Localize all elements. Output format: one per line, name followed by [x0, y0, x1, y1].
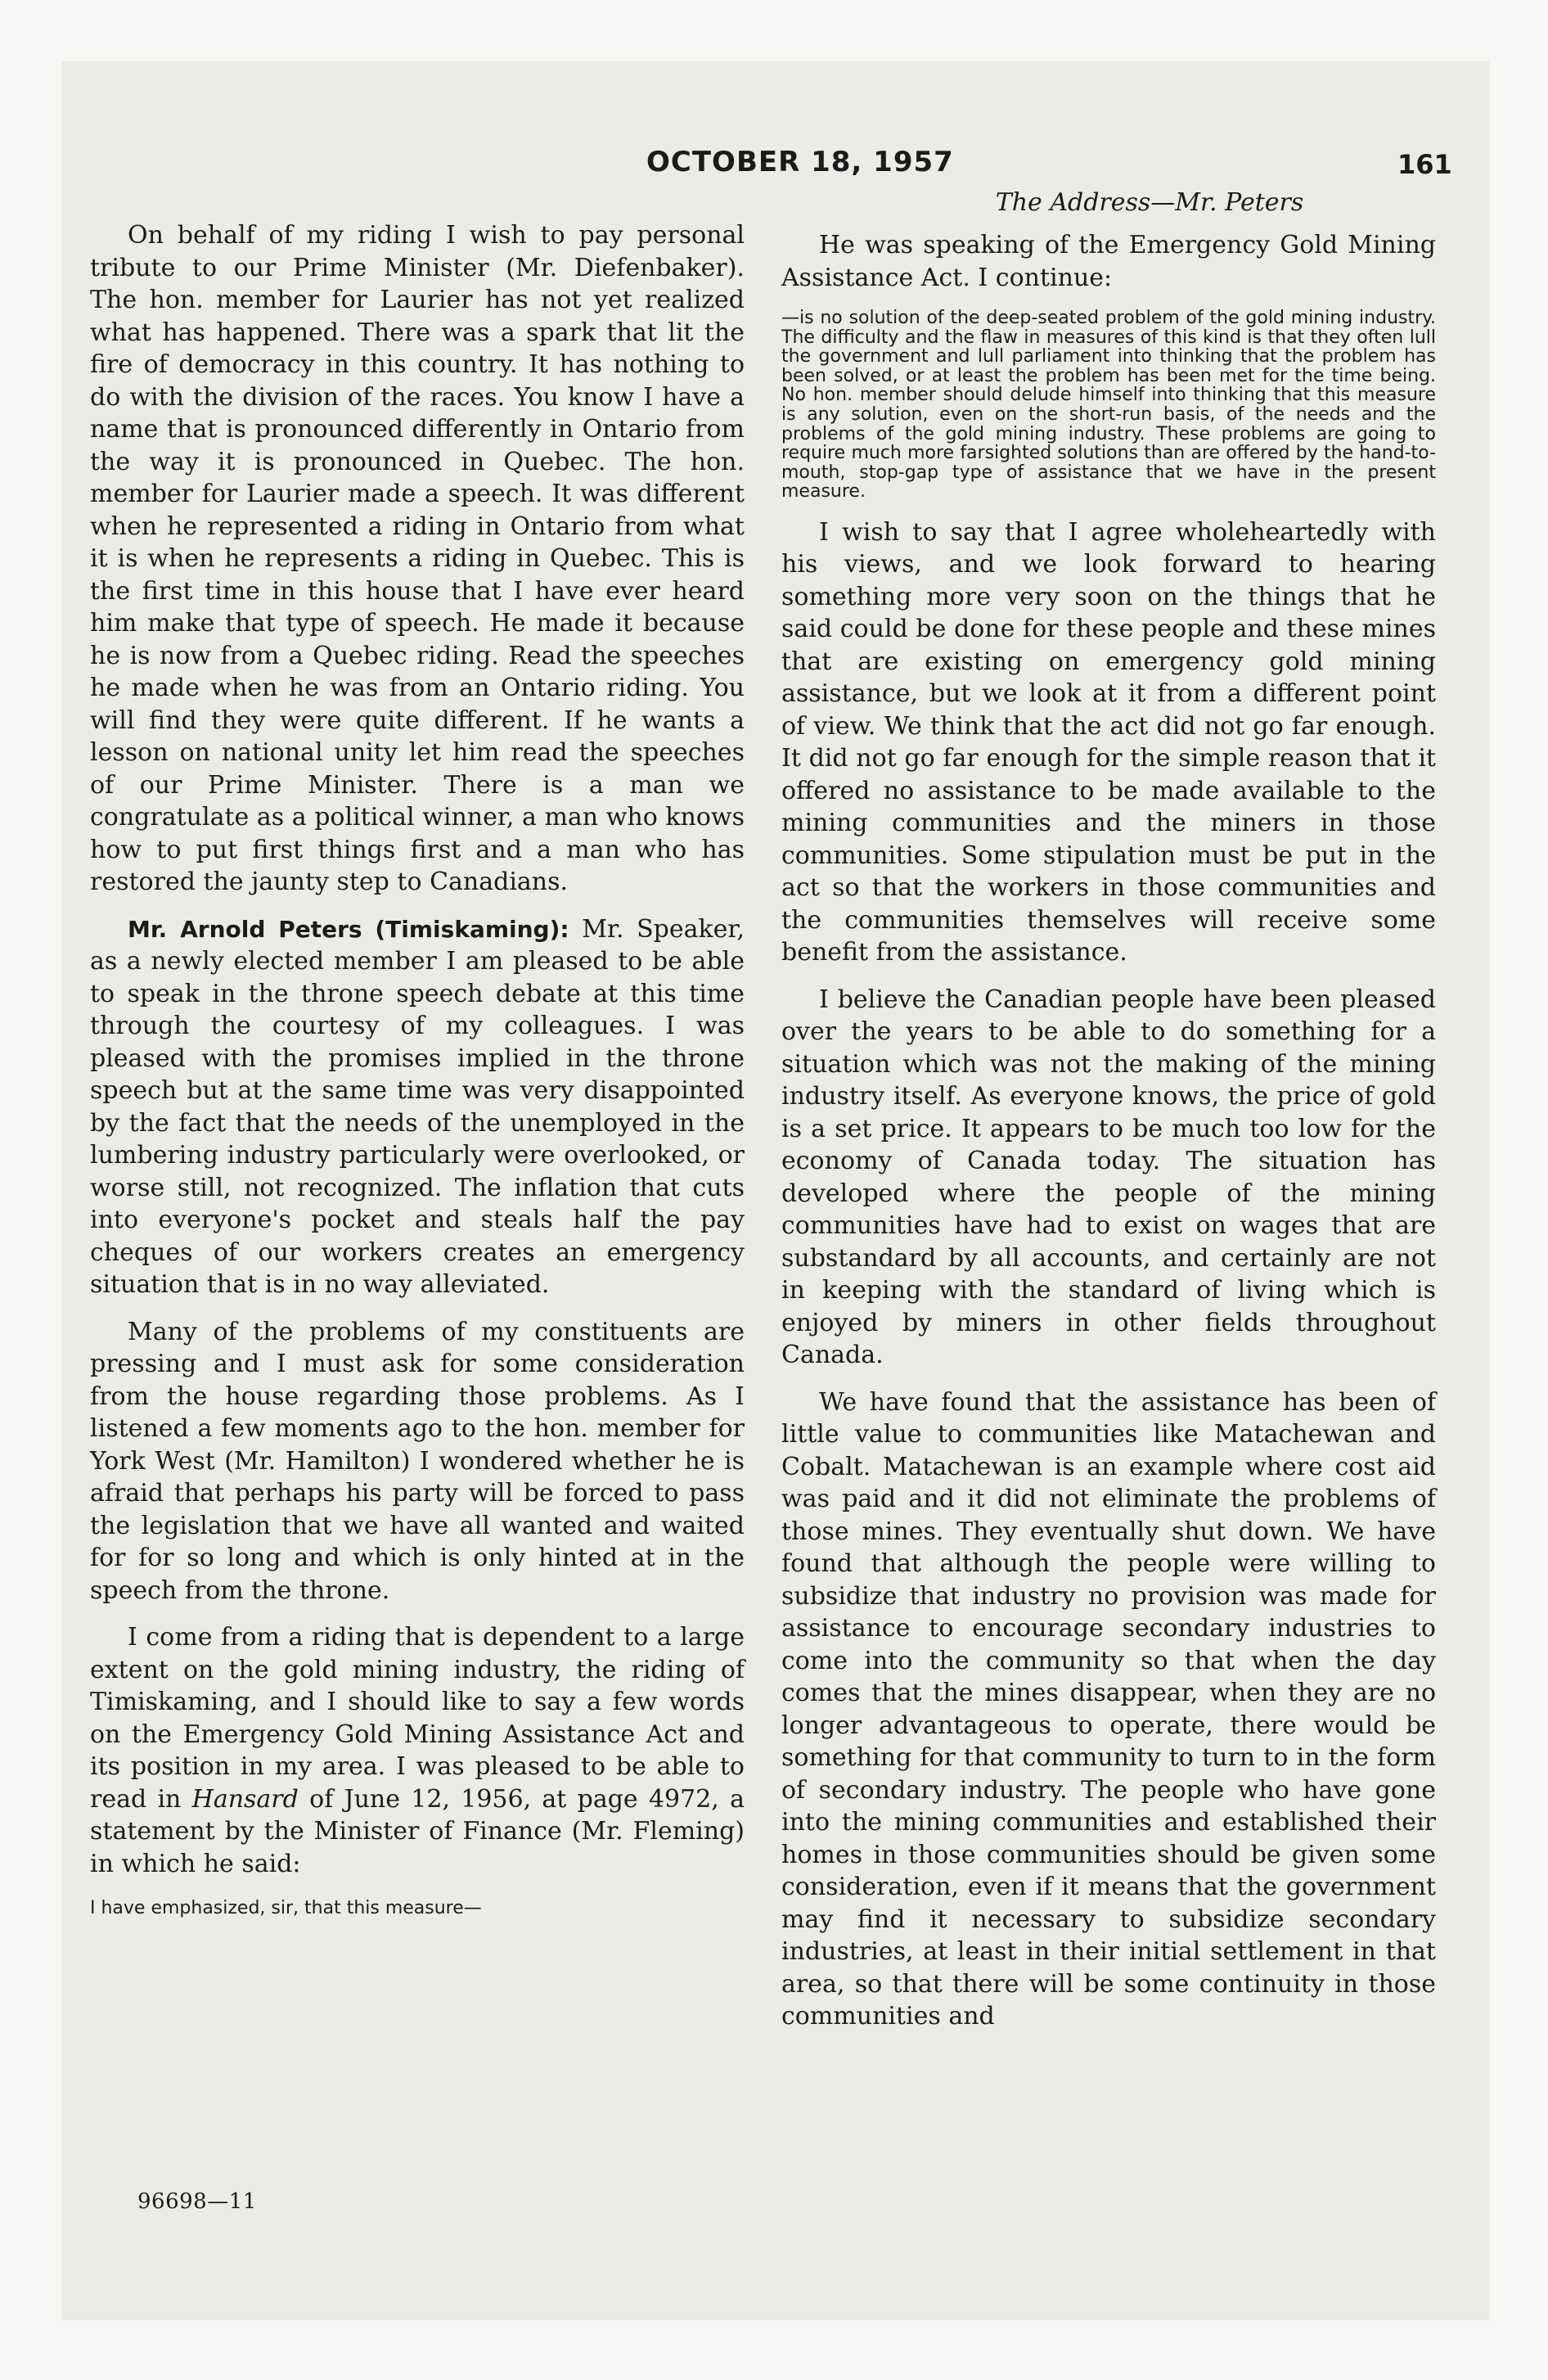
running-head: The Address—Mr. Peters	[995, 188, 1304, 217]
paragraph: On behalf of my riding I wish to pay personal tribute to our Prime Minister (Mr. Diefenbaker). The hon. member for Laurier has not yet realized what has happened. There was a spark that lit the fire of democracy in this country. It has nothing to do with the division of the races. You know I have a name that is pronounced differently in Ontario from the way it is pronounced in Quebec. The hon. member for Laurier made a speech. It was different when he represented a riding in Ontario from what it is when he represents a riding in Quebec. This is the first time in this house that I have ever heard him make that type of speech. He made it because he is now from a Quebec riding. Read the speeches he made when he was from an Ontario riding. You will find they were quite different. If he wants a lesson on national unity let him read the speeches of our Prime Minister. There is a man we congratulate as a political winner, a man who knows how to put first things first and a man who has restored the jaunty step to Canadians.	[90, 221, 745, 896]
paragraph: Many of the problems of my constituents are pressing and I must ask for some consideration from the house regarding those problems. As I listened a few moments ago to the hon. member for York West (Mr. Hamilton) I wondered whether he is afraid that perhaps his party will be forced to pass the legislation that we have all wanted and waited for for so long and which is only hinted at in the speech from the throne.	[90, 1317, 745, 1605]
paragraph: I believe the Canadian people have been pleased over the years to be able to do something for a situation which was not the making of the mining industry itself. As everyone knows, the price of gold is a set price. It appears to be much too low for the economy of Canada today. The situation has developed where the people of the mining communities have had to exist on wages that are substandard by all accounts, and certainly are not in keeping with the standard of living which is enjoyed by miners in other fields throughout Canada.	[781, 985, 1436, 1370]
page-header	[0, 146, 1548, 188]
right-column	[781, 229, 1436, 2048]
quote-lead: I have emphasized, sir, that this measure—	[90, 1898, 482, 1918]
speech-text: Mr. Speaker, as a newly elected member I am pleased to be able to speak in the throne speech debate at this time through the courtesy of my colleagues. I was pleased with the promises implied in the throne speech but at the same time was very disappointed by the fact that the needs of the unemployed in the lumbering industry particularly were overlooked, or worse still, not recognized. The inflation that cuts into everyone's pocket and steals half the pay cheques of our workers creates an emergency situation that is in no way alleviated.	[90, 914, 745, 1299]
speaker-name: Mr. Arnold Peters (Timiskaming):	[128, 915, 569, 943]
paragraph	[90, 1621, 745, 1880]
paragraph-text: of June 12, 1956, at page 4972, a statement by the Minister of Finance (Mr. Fleming) in which he said:	[90, 1784, 745, 1878]
paragraph: We have found that the assistance has been of little value to communities like Matachewan and Cobalt. Matachewan is an example where cost aid was paid and it did not eliminate the problems of those mines. They eventually shut down. We have found that although the people were willing to subsidize that industry no provision was made for assistance to encourage secondary industries to come into the community so that when the day comes that the mines disappear, when they are no longer advantageous to operate, there would be something for that community to turn to in the form of secondary industry. The people who have gone into the mining communities and established their homes in those communities should be given some consideration, even if it means that the government may find it necessary to subsidize secondary industries, at least in their initial settlement in that area, so that there will be some continuity in those communities and	[781, 1387, 1436, 2031]
block-quote: —is no solution of the deep-seated problem of the gold mining industry. The difficulty and the flaw in measures of this kind is that they often lull the government and lull parliament into thinking that the problem has been solved, or at least the problem has been met for the time being. No hon. member should delude himself into thinking that this measure is any solution, even on the short-run basis, of the needs and the problems of the gold mining industry. These problems are going to require much more farsighted solutions than are offered by the hand-to-mouth, stop-gap type of assistance that we have in the present measure.	[781, 308, 1436, 503]
paragraph: I wish to say that I agree wholeheartedly with his views, and we look forward to hearing something more very soon on the things that he said could be done for these people and these mines that are existing on emergency gold mining assistance, but we look at it from a different point of view. We think that the act did not go far enough. It did not go far enough for the simple reason that it offered no assistance to be made available to the mining communities and the miners in those communities. Some stipulation must be put in the act so that the workers in those communities and the communities themselves will receive some benefit from the assistance.	[781, 517, 1436, 967]
printer-code: 96698—11	[137, 2189, 257, 2214]
page-number: 161	[1397, 149, 1452, 180]
hansard-italic: Hansard	[191, 1784, 299, 1814]
paragraph: He was speaking of the Emergency Gold Mining Assistance Act. I continue:	[781, 231, 1436, 292]
left-column	[90, 219, 745, 1922]
header-date: OCTOBER 18, 1957	[646, 146, 954, 178]
paragraph-text: I come from a riding that is dependent to a large extent on the gold mining industry, the riding of Timiskaming, and I should like to say a few words on the Emergency Gold Mining Assistance Act and its position in my area. I was pleased to be able to read in	[90, 1623, 745, 1814]
speaker-paragraph	[90, 913, 745, 1301]
